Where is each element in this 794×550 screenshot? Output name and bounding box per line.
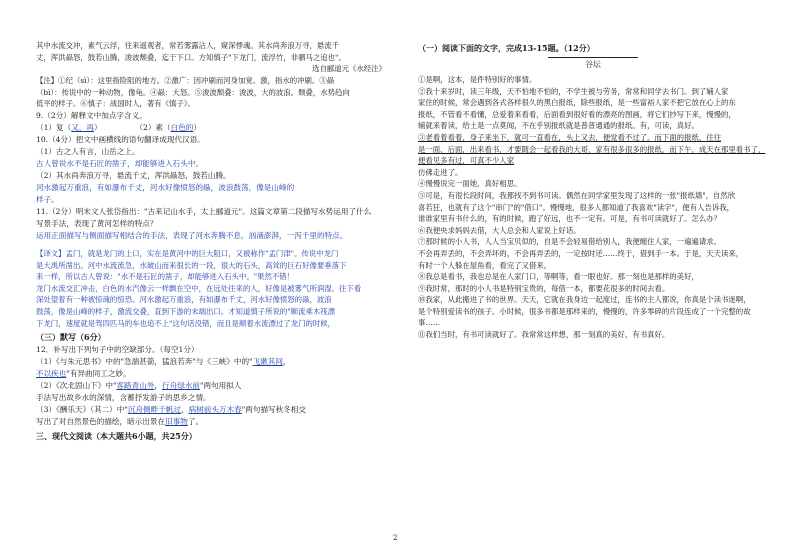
reading-section-title: （一）阅读下面的文字，完成13-15题。（12分）	[418, 43, 595, 53]
answer-10-1: 古人曾说水不是石匠的凿子，却能够进入石头中。	[36, 158, 204, 168]
essay-para: ⑪我们当时，有书可读就好了。我常常这样想，那一刻真的美好，有书真好。	[418, 330, 670, 340]
essay-para: ⑦那时候的小人书，人人当宝贝似的，自是不会轻易借给别人，我便缠住人家，一遍遍请求。	[418, 237, 722, 247]
answer-9-2: 白色的	[170, 122, 194, 132]
title-rule	[548, 57, 638, 58]
answer-12-3b: 病树前头万木春	[188, 405, 242, 415]
translation-line: 下龙门，速度就是驾四匹马的车也追不上"这句话没错，而且是顺着水流漂过了龙门的时候，	[36, 318, 336, 328]
essay-para: ⑩我家，从此搬进了书的世界。天天，它就在我身边一起度过，连书的主人都说，你真是个读书迷啊，	[418, 295, 751, 305]
translation-line: 龙门水流交汇冲击，白色的水汽像云一样飘在空中，在远处往来的人，好像是被雾气所润湿。往下看	[36, 283, 362, 293]
question-12: 12．补写出下列句子中的空缺部分。（每空1分）	[36, 345, 199, 355]
question-11-cont: 写景手法，表现了黄河怎样的特点？	[36, 218, 158, 228]
essay-para: ②我十来岁时，读三年级，天不怕地不怕的，不学生被与劳务，常常和同学去书门。到了辅人家	[418, 86, 729, 96]
passage-line: 其中水流交冲，素气云浮，往来遥观者，常若雾露沾人，窥深悸魂。其水尚奔浪万寻，悬流千	[36, 41, 340, 50]
answer-12-3a: 沉舟侧畔千帆过	[127, 405, 182, 415]
essay-para: 不会再弄丢的，不会弄坏的，不会再弄丢的，一定按时还……终于，借到手一本。于是，天天读来，	[418, 248, 744, 258]
translation-line: 鼓荡，像是山峰的样子，激流交叠，直到下游的末端出口。才知道慎子所说的"顺流乘木筏漂	[36, 306, 336, 316]
essay-para: 有时一个人躲在屋角看，看完了又借来。	[418, 260, 552, 270]
translation-line: 是大禹所凿出。河中水流流急，水破山而来很长的一段，很大的石头，高耸的巨石好像要垂落下	[36, 260, 347, 270]
essay-para: ⑤可是，有很长段时间，我都找不到书可读。偶然在同学家里发现了这样的一张"报纸墙"，自然欣	[418, 190, 736, 200]
question-12-3-cont: 写出了对自然景色的描绘，暗示出景在旧事物了。	[36, 417, 204, 427]
answer-12-1a: 飞漱其间	[252, 357, 283, 367]
section-4-title: 三、现代文阅读（本大题共6小题，共25分）	[36, 431, 197, 442]
answer-12-3c: 旧事物	[165, 417, 188, 427]
essay-para-underlined: 是一面、后面，出来看书，才要随会一起看我的大哥，家有很多很多的报纸，而下午，成天在那里看书了，便看见多有过，可真不少人家	[418, 144, 766, 166]
question-10: 10.（4分）把文中画横线的语句翻译成现代汉语。	[36, 134, 205, 144]
essay-para: 辅就来着读，给土是一点莫闻，不在乎别报纸就是普普通通的报纸。有，可读，真好。	[418, 121, 699, 131]
question-11: 11.（2分）明末文人张岱指出："古来记山水手，太上郦道元"。这篇文章第二段描写水势运用了什么	[36, 206, 372, 216]
essay-para: ①是啊，这本，是件特别好的事情。	[418, 75, 537, 84]
essay-para: ⑨我时常，那时的小人书是特别宝贵的，每借一本，都要花很多的时间去看。	[418, 283, 670, 293]
right-column	[418, 40, 768, 341]
answer-12-1b: 不以疾也	[36, 369, 67, 379]
question-9: 9.（2分）解释文中加点字含义。	[36, 110, 147, 120]
answer-12-2a: 客路青山外	[116, 381, 155, 391]
essay-para: 喜若狂，也就有了这个"串门"的"借口"。慢慢地，很多人都知道了我喜欢"读字"，便有人告诉我，	[418, 202, 735, 212]
note-line: 【注】①纪（sì）：这里指险阻的地方。②激广：因冲刷而河身加宽。激，指水的冲刷。③赑	[36, 76, 335, 86]
essay-para: ⑥我便央求妈妈去借，大人总会和人家说上好话。	[418, 225, 581, 235]
essay-para-underlined: ③老看着看着，身子来坐下，就可一直看在，头上又去，便觉看不过了。而下面的报纸，往往	[418, 132, 722, 142]
question-10-2: （2）其水尚奔浪万寻，悬流千丈，浑洪赑怒，鼓若山腾。	[36, 170, 231, 180]
translation-line: 深处望着有一种被惊魂的惊恐。河水激起万重浪，有如瀑布千丈，河水好像愤怒的赑，波浪	[36, 295, 332, 305]
essay-title-block	[418, 57, 768, 72]
note-line: （bì）：传说中的一种动物，像龟。④赑：大怒。⑤浚波颓叠：浚波，大的波浪。颓叠，水势趋向	[36, 87, 350, 97]
section-3-title: （三）默写（6分）	[36, 332, 106, 343]
answer-11: 运用正面描写与侧面描写相结合的手法，表现了河水奔腾不息，汹涌澎湃，一泻千里的特点。	[36, 230, 348, 240]
question-12-2-cont: 手法写出故乡水的深情，含蓄抒发游子的思乡之情。	[36, 393, 211, 403]
essay-title: 谷坛	[585, 60, 601, 69]
passage-source: 选自郦道元《水经注》	[312, 64, 386, 74]
essay-para: ⑧我总是看书，我也总是在人家门口，等啊等，看一眼也好。那一刻也是那样的美好，	[418, 272, 699, 282]
left-column	[36, 40, 386, 443]
answer-9-1: 又，再	[71, 122, 94, 132]
essay-para: 是个特别爱读书的孩子。小时候，很多书都是那样来的，慢慢的，许多零碎的片段连成了一个完整的故事……	[418, 306, 751, 328]
question-9-items: （1）复（又，再） （2）素（白色的）	[36, 122, 201, 132]
essay-para: 家住的时候，常会遇到各式各样很久的黑白报纸，除些报纸，是一些富裕人家不把它放在心上的东	[418, 98, 736, 108]
answer-12-2b: 行舟绿水前	[162, 381, 200, 391]
question-12-1: （1）《与朱元思书》中的"急湍甚箭，猛浪若奔"与《三峡》中的"飞漱其间，	[36, 357, 291, 367]
passage-line: 丈，浑洪赑怒，鼓若山腾，浚波颓叠，迄于下口。方知慎子"下龙门，流浮竹，非驷马之追也"。	[36, 52, 346, 62]
essay-para: 仿佛走进了。	[418, 167, 463, 177]
translation-line: 来一样，所以古人曾说："水不是石匠的凿子，却能够进入石头中。"果然不错！	[36, 272, 295, 282]
answer-10-2-cont: 样子。	[36, 194, 59, 204]
question-12-3: （3）《酬乐天》（其二）中"沉舟侧畔千帆过，病树前头万木春"两句描写秋冬相交	[36, 405, 307, 415]
essay-para: 谁谁家里有书什么的，有的时候，跑了好远，也不一定有。可是，有书可读就好了。怎么办？	[418, 214, 722, 224]
translation-line: 【译文】孟门，就是龙门的上口，实在是黄河中的巨大阻口，又被称作"孟门津"。传说中龙门	[36, 248, 339, 258]
essay-para: 报纸，不管看不看懂，总爱着来看看，后面看到很好看的漂亮的图画，将它们抄写下来，慢慢的，	[418, 109, 736, 119]
question-12-1-cont: 不以疾也"有异曲同工之妙。	[36, 369, 131, 379]
question-10-1: （1）古之人有言，山岳之上。	[36, 146, 140, 156]
page-number: 2	[393, 534, 398, 542]
answer-10-2: 河水激起万重浪，有如瀑布千丈，河水好像愤怒的赑，波浪鼓荡，像是山峰的	[36, 182, 295, 192]
note-line: 低平的样子。⑥慎子：战国时人，著有《慎子》。	[36, 99, 195, 109]
question-12-2: （2）《次北固山下》中"客路青山外，行舟绿水前"两句用拟人	[36, 381, 242, 391]
essay-para: ④慢慢说完一面她，真好相思。	[418, 179, 522, 189]
